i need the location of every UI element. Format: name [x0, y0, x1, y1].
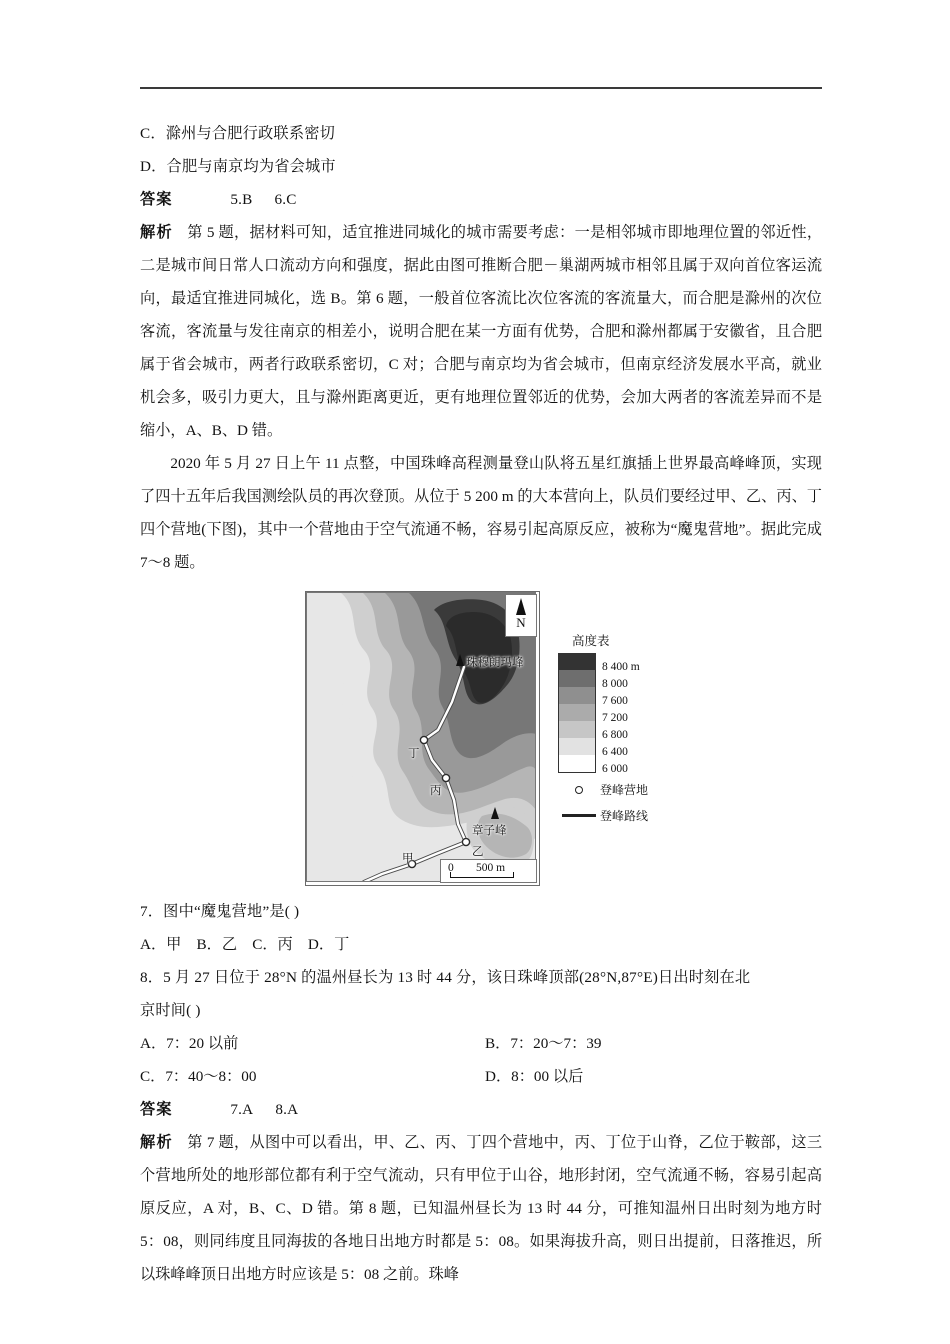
answer-7: 7.A — [230, 1101, 254, 1118]
camp-yi-label: 乙 — [472, 846, 484, 858]
question-8-options-row-1 — [140, 1027, 822, 1060]
legend-key-route-label: 登峰路线 — [600, 809, 649, 823]
changzi-peak-icon — [491, 807, 499, 819]
analysis-block-56 — [140, 216, 822, 447]
legend-key-route — [558, 807, 688, 824]
question-8-options-row-2 — [140, 1060, 822, 1093]
legend-color-swatch — [558, 704, 596, 721]
map-legend — [558, 631, 688, 824]
legend-color-swatch — [558, 653, 596, 671]
analysis-label: 解析 — [140, 224, 173, 241]
question-8-option-d: D．8：00 以后 — [485, 1068, 584, 1085]
legend-band — [558, 653, 676, 673]
passage-everest: 2020 年 5 月 27 日上午 11 点整，中国珠峰高程测量登山队将五星红旗插上世界最高峰峰顶，实现了四十五年后我国测绘队员的再次登顶。从位于 5 200 m 的大本营向上，队员们要经过甲、乙、丙、丁四个营地(下图)，其中一个营地由于空气流通不畅，容易引起高原反应，被称为“魔鬼营地”。据此完成 7～8 题。 — [140, 455, 822, 571]
everest-peak-icon — [456, 654, 464, 666]
answer-label: 答案 — [140, 191, 173, 208]
legend-band-value: 8 000 — [602, 678, 628, 690]
analysis-text-78: 第 7 题，从图中可以看出，甲、乙、丙、丁四个营地中，丙、丁位于山脊，乙位于鞍部，这三个营地所处的地形部位都有利于空气流动，只有甲位于山谷，地形封闭，空气流通不畅，容易引起高原反应，A 对，B、C、D 错。第 8 题，已知温州昼长为 13 时 44 分，可推知温州日出时刻为地方时 5：08，则同纬度且同海拔的各地日出地方时都是 5：08。如果海拔升高，则日出提前，日落推迟，所以珠峰峰顶日出地方时应该是 5：08 之前。珠峰 — [140, 1134, 823, 1283]
legend-color-swatch — [558, 687, 596, 704]
question-8-option-b: B．7：20～7：39 — [485, 1035, 602, 1052]
north-arrow — [505, 594, 537, 637]
option-d-prev: D．合肥与南京均为省会城市 — [140, 158, 336, 175]
legend-key-camp — [558, 781, 688, 798]
route-line-icon — [558, 814, 600, 817]
question-7-stem: 7．图中“魔鬼营地”是( ) — [140, 903, 300, 920]
everest-label: 珠穆朗玛峰 — [466, 657, 524, 669]
north-letter: N — [516, 615, 526, 630]
analysis-block-78 — [140, 1126, 822, 1291]
north-arrow-icon — [516, 598, 526, 615]
camp-bing-label: 丙 — [430, 785, 442, 797]
legend-color-swatch — [558, 738, 596, 755]
camp-marker-icon — [558, 786, 600, 794]
question-8-stem-line1: 8．5 月 27 日位于 28°N 的温州昼长为 13 时 44 分，该日珠峰顶部(28°N,87°E)日出时刻在北 — [140, 969, 751, 986]
legend-band-value: 6 400 — [602, 746, 628, 758]
legend-band-value: 7 600 — [602, 695, 628, 707]
map-canvas — [305, 591, 540, 886]
answer-label: 答案 — [140, 1101, 173, 1118]
scale-distance: 500 m — [476, 862, 506, 874]
camp-ding-label: 丁 — [408, 748, 420, 760]
analysis-text-56: 第 5 题，据材料可知，适宜推进同城化的城市需要考虑：一是相邻城市即地理位置的邻近性，二是城市间日常人口流动方向和强度，据此由图可推断合肥－巢湖两城市相邻且属于双向首位客运流向，最适宜推进同城化，选 B。第 6 题，一般首位客流比次位客流的客流量大，而合肥是滁州的次位客流，客流量与发往南京的相差小，说明合肥在某一方面有优势，合肥和滁州都属于安徽省，且合肥属于省会城市，两者行政联系密切，C 对；合肥与南京均为省会城市，但南京经济发展水平高，就业机会多，吸引力更大，且与滁州距离更近，更有地理位置邻近的优势，会加大两者的客流差异而不是缩小，A、B、D 错。 — [140, 224, 823, 439]
answer-5: 5.B — [230, 191, 253, 208]
analysis-label: 解析 — [140, 1134, 173, 1151]
question-8-option-c: C．7：40～8：00 — [140, 1068, 257, 1085]
legend-band-value: 7 200 — [602, 712, 628, 724]
question-7-options: A．甲 B．乙 C．丙 D．丁 — [140, 936, 350, 953]
answer-row-78 — [140, 1093, 822, 1126]
answer-8: 8.A — [275, 1101, 299, 1118]
legend-swatches — [558, 653, 676, 775]
scale-bar-graphic — [450, 872, 514, 878]
scale-zero: 0 — [448, 862, 454, 874]
legend-color-swatch — [558, 755, 596, 773]
legend-key-camp-label: 登峰营地 — [600, 783, 649, 797]
page-content — [140, 87, 822, 1291]
header-rule — [140, 87, 822, 89]
question-8-stem-line2: 京时间( ) — [140, 1002, 201, 1019]
changzi-label: 章子峰 — [472, 825, 507, 837]
legend-band-value: 6 000 — [602, 763, 628, 775]
camp-jia-label: 甲 — [402, 853, 414, 865]
answer-6: 6.C — [274, 191, 297, 208]
legend-color-swatch — [558, 670, 596, 687]
legend-band-value: 6 800 — [602, 729, 628, 741]
scale-bar — [440, 859, 537, 883]
option-c-prev: C．滁州与合肥行政联系密切 — [140, 125, 335, 142]
everest-topographic-figure — [140, 589, 822, 889]
legend-color-swatch — [558, 721, 596, 738]
answer-row-56 — [140, 183, 822, 216]
legend-title: 高度表 — [572, 634, 610, 648]
legend-band-value: 8 400 m — [602, 661, 640, 673]
question-8-option-a: A．7：20 以前 — [140, 1035, 239, 1052]
